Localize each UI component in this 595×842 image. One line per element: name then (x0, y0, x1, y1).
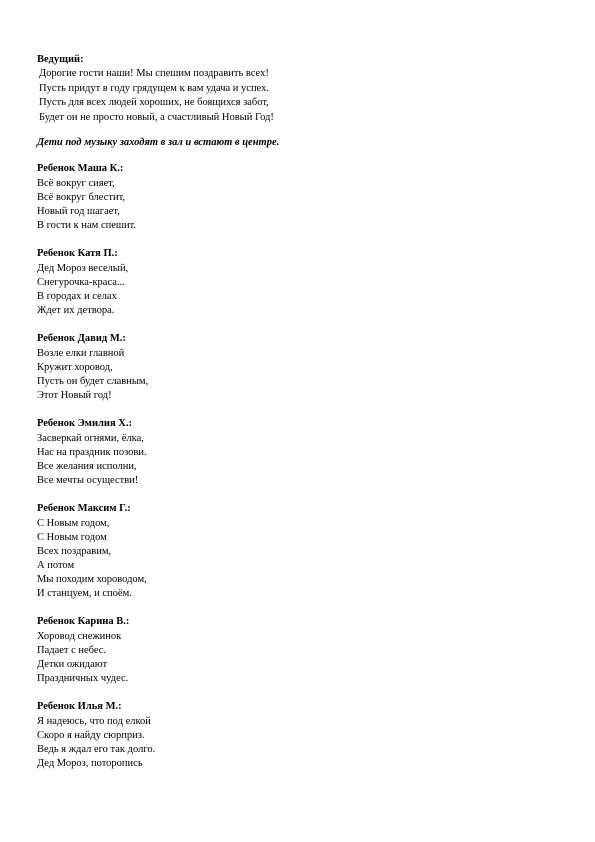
child-speaker: Ребенок Давид М.: (37, 333, 126, 344)
verse-line: Всё вокруг сияет, (37, 178, 115, 189)
verse-line: Мы походим хороводом, (37, 574, 147, 585)
verse-line: Засверкай огнями, ёлка, (37, 433, 144, 444)
verse-line: Все мечты осуществи! (37, 475, 139, 486)
child-block-karina (37, 614, 557, 686)
child-speaker: Ребенок Карина В.: (37, 616, 130, 627)
verse-line: Дед Мороз, поторопись (37, 758, 143, 769)
verse-line: В городах и селах (37, 291, 117, 302)
host-line: Пусть придут в году грядущем к вам удача и успех. (39, 82, 269, 94)
verse-line: Всех поздравим, (37, 546, 112, 557)
verse-line: Новый год шагает, (37, 206, 120, 217)
verse-line: Нас на праздник позови. (37, 447, 147, 458)
verse-line: Я надеюсь, что под елкой (37, 716, 151, 727)
verse-line: Праздничных чудес. (37, 673, 129, 684)
child-block-ilya (37, 699, 557, 771)
verse-line: Падает с небес. (37, 645, 107, 656)
child-block-katya (37, 246, 557, 318)
verse-line: Всё вокруг блестит, (37, 192, 126, 203)
verse-line: С Новым годом, (37, 518, 110, 529)
verse-line: Кружит хоровод, (37, 362, 113, 373)
verse-line: Этот Новый год! (37, 390, 112, 401)
host-line: Пусть для всех людей хороших, не боящихся забот, (39, 97, 269, 108)
child-speaker: Ребенок Максим Г.: (37, 503, 131, 514)
host-line: Дорогие гости наши! Мы спешим поздравить всех! (39, 68, 269, 79)
verse-line: С Новым годом (37, 532, 107, 543)
verse-line: Ведь я ждал его так долго. (37, 744, 156, 755)
child-speaker: Ребенок Маша К.: (37, 163, 124, 174)
verse-line: Пусть он будет славным, (37, 376, 149, 387)
verse-line: Возле елки главной (37, 348, 125, 359)
child-block-masha (37, 161, 557, 233)
stage-direction: Дети под музыку заходят в зал и встают в центре. (37, 137, 280, 148)
child-block-david (37, 331, 557, 403)
host-speaker: Ведущий: (37, 54, 84, 65)
host-line: Будет он не просто новый, а счастливый Новый Год! (39, 111, 274, 123)
verse-line: И станцуем, и споём. (37, 588, 132, 599)
verse-line: Детки ожидают (37, 659, 108, 670)
verse-line: Дед Мороз веселый, (37, 263, 129, 274)
verse-line: А потом (37, 560, 75, 571)
host-block (37, 52, 557, 125)
child-speaker: Ребенок Эмилия Х.: (37, 418, 132, 429)
verse-line: В гости к нам спешит. (37, 220, 137, 231)
child-speaker: Ребенок Илья М.: (37, 701, 122, 712)
verse-line: Снегурочка-краса... (37, 277, 125, 288)
verse-line: Ждет их детвора. (37, 305, 115, 316)
verse-line: Все желания исполни, (37, 461, 137, 472)
child-block-maxim (37, 501, 557, 601)
verse-line: Хоровод снежинок (37, 631, 122, 642)
child-block-emilia (37, 416, 557, 488)
child-speaker: Ребенок Катя П.: (37, 248, 118, 259)
verse-line: Скоро я найду сюрприз. (37, 730, 145, 741)
document-page (37, 52, 557, 784)
